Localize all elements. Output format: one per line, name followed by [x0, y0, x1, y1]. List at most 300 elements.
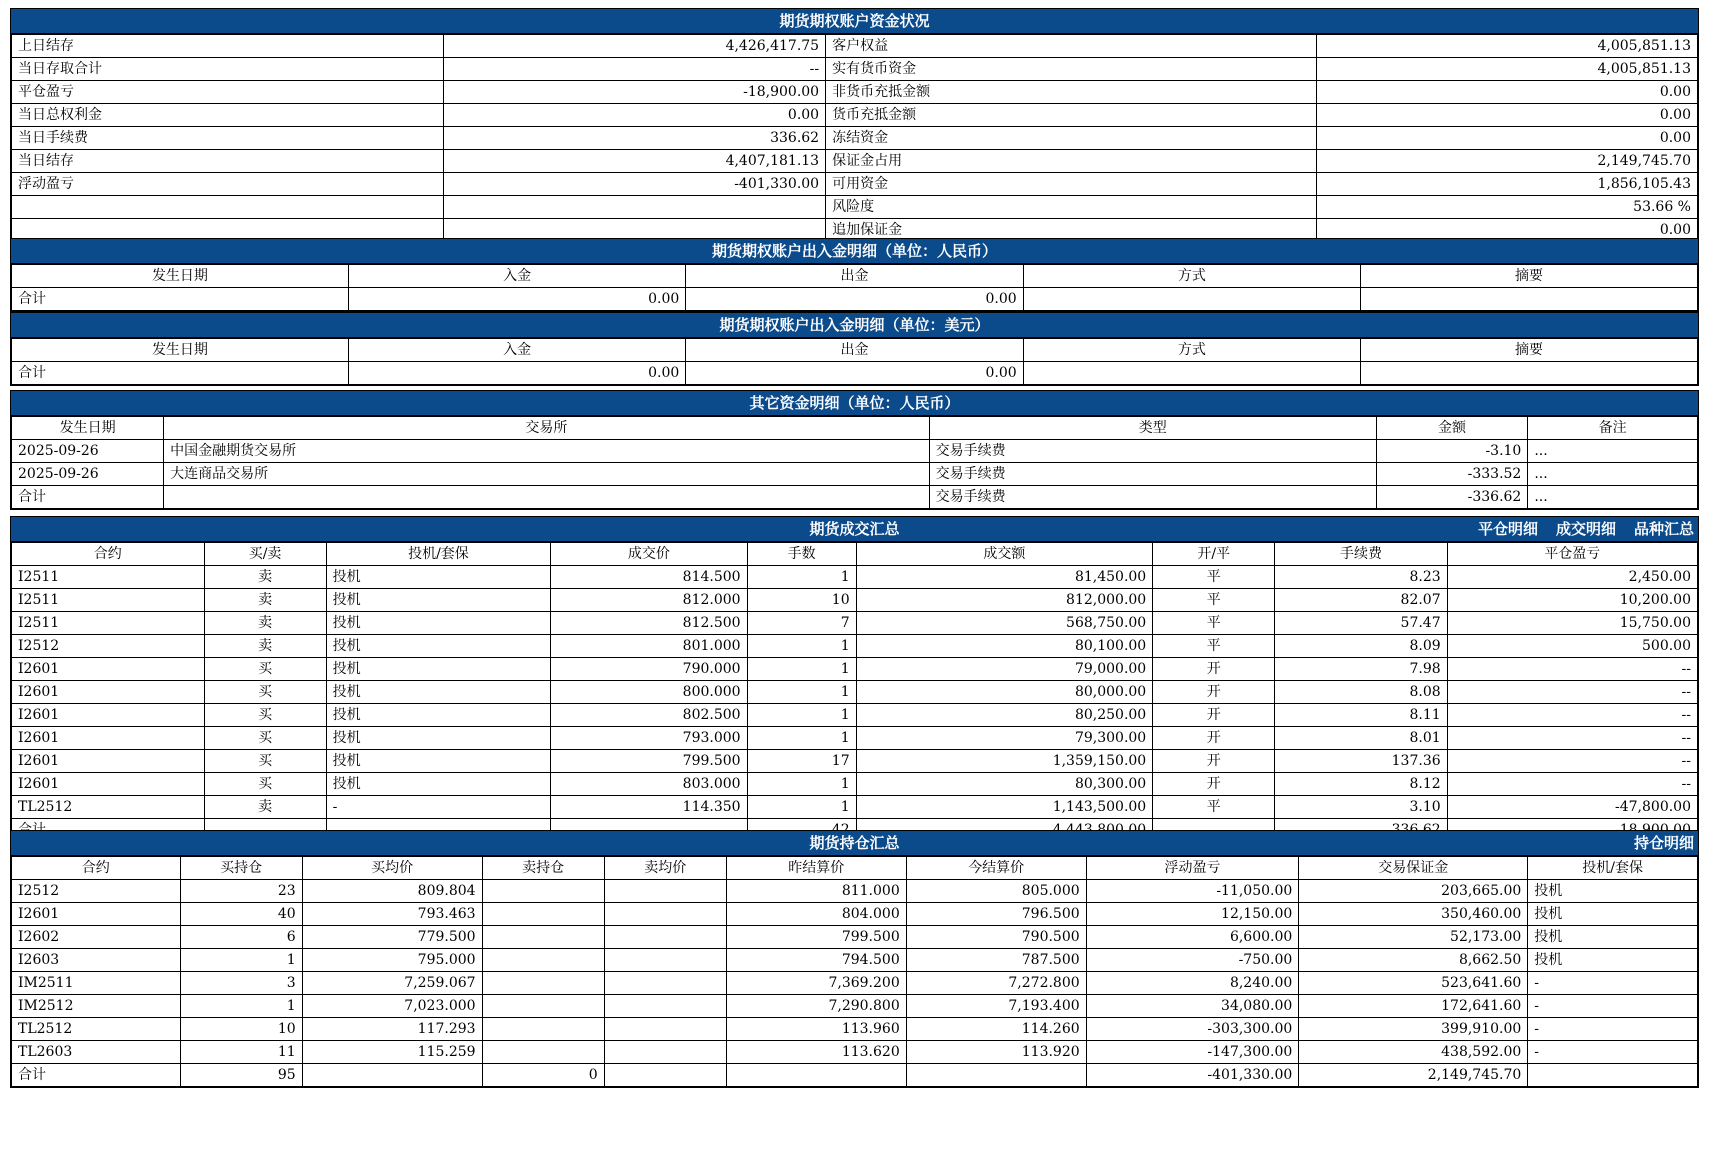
position-cell: TL2603	[11, 1041, 180, 1064]
trade-cell: 开	[1153, 704, 1275, 727]
date-cell: 合计	[11, 486, 164, 510]
account-label: 冻结资金	[826, 127, 1317, 150]
table-row	[11, 589, 1698, 612]
position-cell: 10	[180, 1018, 302, 1041]
position-cell	[604, 1041, 726, 1064]
trade-cell: --	[1447, 658, 1698, 681]
position-cell: -11,050.00	[1086, 880, 1299, 903]
trade-cell: 平	[1153, 566, 1275, 589]
trade-cell: 799.500	[551, 750, 747, 773]
position-cell: 34,080.00	[1086, 995, 1299, 1018]
column-header: 开/平	[1153, 542, 1275, 566]
trade-cell: --	[1447, 681, 1698, 704]
position-cell: I2602	[11, 926, 180, 949]
position-cell: 350,460.00	[1299, 903, 1528, 926]
position-total-cell	[604, 1064, 726, 1088]
table-row	[11, 440, 1698, 463]
column-header: 昨结算价	[726, 856, 906, 880]
trade-cell: 790.000	[551, 658, 747, 681]
amount-cell: -3.10	[1376, 440, 1528, 463]
other-funds-table	[10, 415, 1699, 510]
trade-cell: 1	[747, 658, 856, 681]
column-header: 摘要	[1361, 338, 1698, 362]
column-header: 交易保证金	[1299, 856, 1528, 880]
trades-section	[10, 516, 1699, 843]
position-cell: -147,300.00	[1086, 1041, 1299, 1064]
position-cell	[482, 995, 604, 1018]
account-label	[11, 196, 444, 219]
table-row	[11, 81, 1698, 104]
position-total-cell	[1528, 1064, 1698, 1088]
trade-cell: 7	[747, 612, 856, 635]
account-value: 4,005,851.13	[1316, 34, 1698, 58]
table-row	[11, 196, 1698, 219]
column-header: 发生日期	[11, 264, 348, 288]
account-value: 336.62	[444, 127, 826, 150]
account-value: 2,149,745.70	[1316, 150, 1698, 173]
table-row	[11, 150, 1698, 173]
trade-cell: 10,200.00	[1447, 589, 1698, 612]
position-cell: 投机	[1528, 949, 1698, 972]
exchange-cell	[164, 486, 930, 510]
trade-cell: 812.500	[551, 612, 747, 635]
trade-cell: 79,000.00	[856, 658, 1153, 681]
position-cell: 117.293	[302, 1018, 482, 1041]
positions-table	[10, 855, 1699, 1088]
position-cell: -	[1528, 972, 1698, 995]
column-header: 出金	[686, 338, 1023, 362]
table-row	[11, 681, 1698, 704]
trade-cell: 80,300.00	[856, 773, 1153, 796]
position-cell: 805.000	[906, 880, 1086, 903]
table-row	[11, 773, 1698, 796]
trade-cell: 568,750.00	[856, 612, 1153, 635]
trade-cell: 平	[1153, 635, 1275, 658]
position-cell: 3	[180, 972, 302, 995]
column-header: 投机/套保	[326, 542, 551, 566]
position-cell: -	[1528, 995, 1698, 1018]
account-label: 平仓盈亏	[11, 81, 444, 104]
total-summary	[1361, 362, 1698, 386]
trade-cell: 812.000	[551, 589, 747, 612]
type-cell: 交易手续费	[929, 440, 1376, 463]
trade-cell: --	[1447, 773, 1698, 796]
account-label: 追加保证金	[826, 219, 1317, 243]
position-cell	[604, 926, 726, 949]
position-cell: 399,910.00	[1299, 1018, 1528, 1041]
position-cell: IM2511	[11, 972, 180, 995]
table-row	[11, 362, 1698, 386]
position-cell: IM2512	[11, 995, 180, 1018]
trade-cell: -	[326, 796, 551, 819]
trade-cell: 开	[1153, 750, 1275, 773]
trade-cell: 投机	[326, 727, 551, 750]
trade-cell: I2601	[11, 750, 204, 773]
table-row	[11, 1018, 1698, 1041]
table-row	[11, 727, 1698, 750]
position-cell: 793.463	[302, 903, 482, 926]
io-rmb-section	[10, 238, 1699, 386]
column-header: 手数	[747, 542, 856, 566]
trade-cell: 15,750.00	[1447, 612, 1698, 635]
account-value: 4,005,851.13	[1316, 58, 1698, 81]
trade-cell: 801.000	[551, 635, 747, 658]
account-value: 0.00	[1316, 104, 1698, 127]
column-header: 发生日期	[11, 416, 164, 440]
account-label: 当日结存	[11, 150, 444, 173]
column-header: 投机/套保	[1528, 856, 1698, 880]
position-cell	[482, 1018, 604, 1041]
table-row	[11, 750, 1698, 773]
position-total-cell	[302, 1064, 482, 1088]
position-cell: I2601	[11, 903, 180, 926]
trade-cell: 800.000	[551, 681, 747, 704]
column-header: 备注	[1528, 416, 1698, 440]
trade-cell: --	[1447, 704, 1698, 727]
column-header: 入金	[348, 338, 685, 362]
position-cell: 790.500	[906, 926, 1086, 949]
table-row	[11, 704, 1698, 727]
account-value: 4,426,417.75	[444, 34, 826, 58]
account-value: --	[444, 58, 826, 81]
trade-cell: 79,300.00	[856, 727, 1153, 750]
positions-links	[1616, 831, 1694, 855]
trade-cell: --	[1447, 727, 1698, 750]
table-row	[11, 612, 1698, 635]
trade-cell: 投机	[326, 750, 551, 773]
trade-cell: 卖	[204, 635, 326, 658]
column-header: 成交额	[856, 542, 1153, 566]
total-out: 0.00	[686, 288, 1023, 312]
position-cell: -	[1528, 1041, 1698, 1064]
trade-cell: I2601	[11, 727, 204, 750]
total-in: 0.00	[348, 288, 685, 312]
trade-cell: 17	[747, 750, 856, 773]
trade-cell: I2512	[11, 635, 204, 658]
account-label: 客户权益	[826, 34, 1317, 58]
position-cell: 787.500	[906, 949, 1086, 972]
table-row	[11, 34, 1698, 58]
position-cell: 809.804	[302, 880, 482, 903]
total-out: 0.00	[686, 362, 1023, 386]
trade-cell: 8.23	[1275, 566, 1447, 589]
trade-cell: 8.12	[1275, 773, 1447, 796]
position-cell: 113.960	[726, 1018, 906, 1041]
header-link[interactable]: 持仓明细	[1633, 834, 1694, 852]
position-cell: 115.259	[302, 1041, 482, 1064]
trades-title	[10, 516, 1699, 541]
column-header: 方式	[1023, 338, 1360, 362]
trade-cell: 8.09	[1275, 635, 1447, 658]
column-header: 出金	[686, 264, 1023, 288]
account-label: 可用资金	[826, 173, 1317, 196]
table-row	[11, 288, 1698, 312]
position-cell: I2512	[11, 880, 180, 903]
trade-cell: I2511	[11, 612, 204, 635]
account-label: 浮动盈亏	[11, 173, 444, 196]
position-total-cell: 2,149,745.70	[1299, 1064, 1528, 1088]
position-cell: 1	[180, 995, 302, 1018]
io-usd-title: 期货期权账户出入金明细（单位：美元）	[10, 312, 1699, 337]
io-usd-table	[10, 337, 1699, 386]
position-cell: 794.500	[726, 949, 906, 972]
position-cell: 52,173.00	[1299, 926, 1528, 949]
account-status-section	[10, 8, 1699, 243]
column-header: 成交价	[551, 542, 747, 566]
position-cell	[482, 880, 604, 903]
trade-cell: 1	[747, 773, 856, 796]
position-cell: 172,641.60	[1299, 995, 1528, 1018]
column-header: 方式	[1023, 264, 1360, 288]
trade-cell: 买	[204, 750, 326, 773]
table-row	[11, 58, 1698, 81]
header-link[interactable]: 平仓明细	[1477, 520, 1538, 538]
position-cell: 11	[180, 1041, 302, 1064]
trade-cell: I2511	[11, 566, 204, 589]
trade-cell: 投机	[326, 589, 551, 612]
account-value	[444, 196, 826, 219]
trade-cell: 平	[1153, 589, 1275, 612]
trade-cell: 买	[204, 658, 326, 681]
trade-cell: 卖	[204, 589, 326, 612]
position-cell: 811.000	[726, 880, 906, 903]
amount-cell: -336.62	[1376, 486, 1528, 510]
trade-cell: 卖	[204, 566, 326, 589]
position-cell: -750.00	[1086, 949, 1299, 972]
account-status-title: 期货期权账户资金状况	[10, 8, 1699, 33]
trades-links	[1460, 517, 1694, 541]
position-cell: 523,641.60	[1299, 972, 1528, 995]
trade-cell: 1	[747, 681, 856, 704]
position-cell: 203,665.00	[1299, 880, 1528, 903]
column-header: 发生日期	[11, 338, 348, 362]
trade-cell: 114.350	[551, 796, 747, 819]
trade-cell: 80,250.00	[856, 704, 1153, 727]
column-header: 浮动盈亏	[1086, 856, 1299, 880]
total-in: 0.00	[348, 362, 685, 386]
account-value: 53.66 %	[1316, 196, 1698, 219]
position-cell: 6	[180, 926, 302, 949]
trade-cell: 1	[747, 727, 856, 750]
trade-cell: 803.000	[551, 773, 747, 796]
trade-cell: 814.500	[551, 566, 747, 589]
position-cell: I2603	[11, 949, 180, 972]
header-link[interactable]: 成交明细	[1555, 520, 1616, 538]
table-row	[11, 903, 1698, 926]
position-cell: -	[1528, 1018, 1698, 1041]
position-total-cell: 合计	[11, 1064, 180, 1088]
account-label: 当日手续费	[11, 127, 444, 150]
trade-cell: 投机	[326, 612, 551, 635]
position-cell: 804.000	[726, 903, 906, 926]
trade-cell: 投机	[326, 635, 551, 658]
trade-cell: 7.98	[1275, 658, 1447, 681]
trade-cell: 1	[747, 635, 856, 658]
column-header: 手续费	[1275, 542, 1447, 566]
position-cell: 795.000	[302, 949, 482, 972]
trade-cell: 卖	[204, 796, 326, 819]
column-header: 类型	[929, 416, 1376, 440]
positions-title	[10, 830, 1699, 855]
table-row	[11, 995, 1698, 1018]
trade-cell: 1	[747, 796, 856, 819]
column-header: 摘要	[1361, 264, 1698, 288]
column-header: 卖持仓	[482, 856, 604, 880]
total-label: 合计	[11, 362, 348, 386]
trade-cell: 10	[747, 589, 856, 612]
position-cell	[482, 926, 604, 949]
position-cell	[604, 972, 726, 995]
account-label: 上日结存	[11, 34, 444, 58]
trade-cell: 80,000.00	[856, 681, 1153, 704]
account-label: 实有货币资金	[826, 58, 1317, 81]
position-cell: 113.620	[726, 1041, 906, 1064]
column-header: 合约	[11, 856, 180, 880]
column-header: 入金	[348, 264, 685, 288]
trade-cell: 8.11	[1275, 704, 1447, 727]
table-row	[11, 926, 1698, 949]
position-cell: 114.260	[906, 1018, 1086, 1041]
total-label: 合计	[11, 288, 348, 312]
position-cell: 799.500	[726, 926, 906, 949]
account-value: 0.00	[1316, 81, 1698, 104]
trades-title-text: 期货成交汇总	[809, 520, 900, 538]
exchange-cell: 大连商品交易所	[164, 463, 930, 486]
trade-cell: 买	[204, 681, 326, 704]
trade-cell: 812,000.00	[856, 589, 1153, 612]
account-value: -401,330.00	[444, 173, 826, 196]
table-row	[11, 880, 1698, 903]
position-cell: 40	[180, 903, 302, 926]
position-cell: 投机	[1528, 903, 1698, 926]
position-cell	[604, 995, 726, 1018]
trade-cell: 82.07	[1275, 589, 1447, 612]
account-label: 当日总权利金	[11, 104, 444, 127]
account-label: 货币充抵金额	[826, 104, 1317, 127]
other-funds-title: 其它资金明细（单位：人民币）	[10, 390, 1699, 415]
position-cell: 7,272.800	[906, 972, 1086, 995]
total-method	[1023, 362, 1360, 386]
total-summary	[1361, 288, 1698, 312]
other-funds-section	[10, 390, 1699, 510]
trade-cell: 1,143,500.00	[856, 796, 1153, 819]
trade-cell: 投机	[326, 773, 551, 796]
note-cell: ...	[1528, 440, 1698, 463]
trade-cell: 793.000	[551, 727, 747, 750]
trade-cell: -47,800.00	[1447, 796, 1698, 819]
position-cell: 23	[180, 880, 302, 903]
position-cell: 113.920	[906, 1041, 1086, 1064]
positions-title-text: 期货持仓汇总	[809, 834, 900, 852]
position-cell: 7,023.000	[302, 995, 482, 1018]
trade-cell: I2601	[11, 658, 204, 681]
account-status-table	[10, 33, 1699, 243]
trade-cell: 80,100.00	[856, 635, 1153, 658]
trade-cell: 500.00	[1447, 635, 1698, 658]
type-cell: 交易手续费	[929, 463, 1376, 486]
trade-cell: 买	[204, 727, 326, 750]
table-row	[11, 635, 1698, 658]
table-row	[11, 566, 1698, 589]
position-total-cell	[906, 1064, 1086, 1088]
position-total-cell: 95	[180, 1064, 302, 1088]
table-row	[11, 1041, 1698, 1064]
amount-cell: -333.52	[1376, 463, 1528, 486]
table-row	[11, 104, 1698, 127]
position-cell: TL2512	[11, 1018, 180, 1041]
column-header: 金额	[1376, 416, 1528, 440]
trade-cell: TL2512	[11, 796, 204, 819]
trade-cell: 1,359,150.00	[856, 750, 1153, 773]
account-value: 0.00	[1316, 219, 1698, 243]
trade-cell: 2,450.00	[1447, 566, 1698, 589]
total-method	[1023, 288, 1360, 312]
column-header: 买持仓	[180, 856, 302, 880]
account-label: 风险度	[826, 196, 1317, 219]
trade-cell: 开	[1153, 773, 1275, 796]
trade-cell: 卖	[204, 612, 326, 635]
position-cell: 7,369.200	[726, 972, 906, 995]
account-label: 非货币充抵金额	[826, 81, 1317, 104]
trade-cell: 买	[204, 773, 326, 796]
trade-cell: I2511	[11, 589, 204, 612]
note-cell: ...	[1528, 463, 1698, 486]
position-cell	[604, 949, 726, 972]
trade-cell: 81,450.00	[856, 566, 1153, 589]
header-link[interactable]: 品种汇总	[1633, 520, 1694, 538]
trade-cell: 买	[204, 704, 326, 727]
position-cell: 7,259.067	[302, 972, 482, 995]
trade-cell: I2601	[11, 681, 204, 704]
account-value: 0.00	[444, 104, 826, 127]
table-row	[11, 796, 1698, 819]
account-value: 4,407,181.13	[444, 150, 826, 173]
positions-section	[10, 830, 1699, 1088]
position-cell	[482, 1041, 604, 1064]
account-value: -18,900.00	[444, 81, 826, 104]
position-cell: 8,240.00	[1086, 972, 1299, 995]
trade-cell: 投机	[326, 681, 551, 704]
position-total-cell: -401,330.00	[1086, 1064, 1299, 1088]
column-header: 合约	[11, 542, 204, 566]
position-cell	[604, 903, 726, 926]
table-row	[11, 486, 1698, 510]
io-rmb-table	[10, 263, 1699, 312]
trade-cell: 3.10	[1275, 796, 1447, 819]
trade-cell: 平	[1153, 612, 1275, 635]
date-cell: 2025-09-26	[11, 440, 164, 463]
position-cell	[482, 903, 604, 926]
position-cell	[604, 880, 726, 903]
account-label: 当日存取合计	[11, 58, 444, 81]
position-cell: 779.500	[302, 926, 482, 949]
position-cell: 投机	[1528, 880, 1698, 903]
position-cell	[482, 949, 604, 972]
column-header: 买/卖	[204, 542, 326, 566]
trade-cell: 投机	[326, 704, 551, 727]
account-value: 1,856,105.43	[1316, 173, 1698, 196]
position-total-cell: 0	[482, 1064, 604, 1088]
note-cell: ...	[1528, 486, 1698, 510]
trade-cell: 137.36	[1275, 750, 1447, 773]
position-cell	[604, 1018, 726, 1041]
column-header: 卖均价	[604, 856, 726, 880]
position-cell: 438,592.00	[1299, 1041, 1528, 1064]
column-header: 平仓盈亏	[1447, 542, 1698, 566]
trade-cell: 8.01	[1275, 727, 1447, 750]
position-cell: 1	[180, 949, 302, 972]
table-row	[11, 173, 1698, 196]
